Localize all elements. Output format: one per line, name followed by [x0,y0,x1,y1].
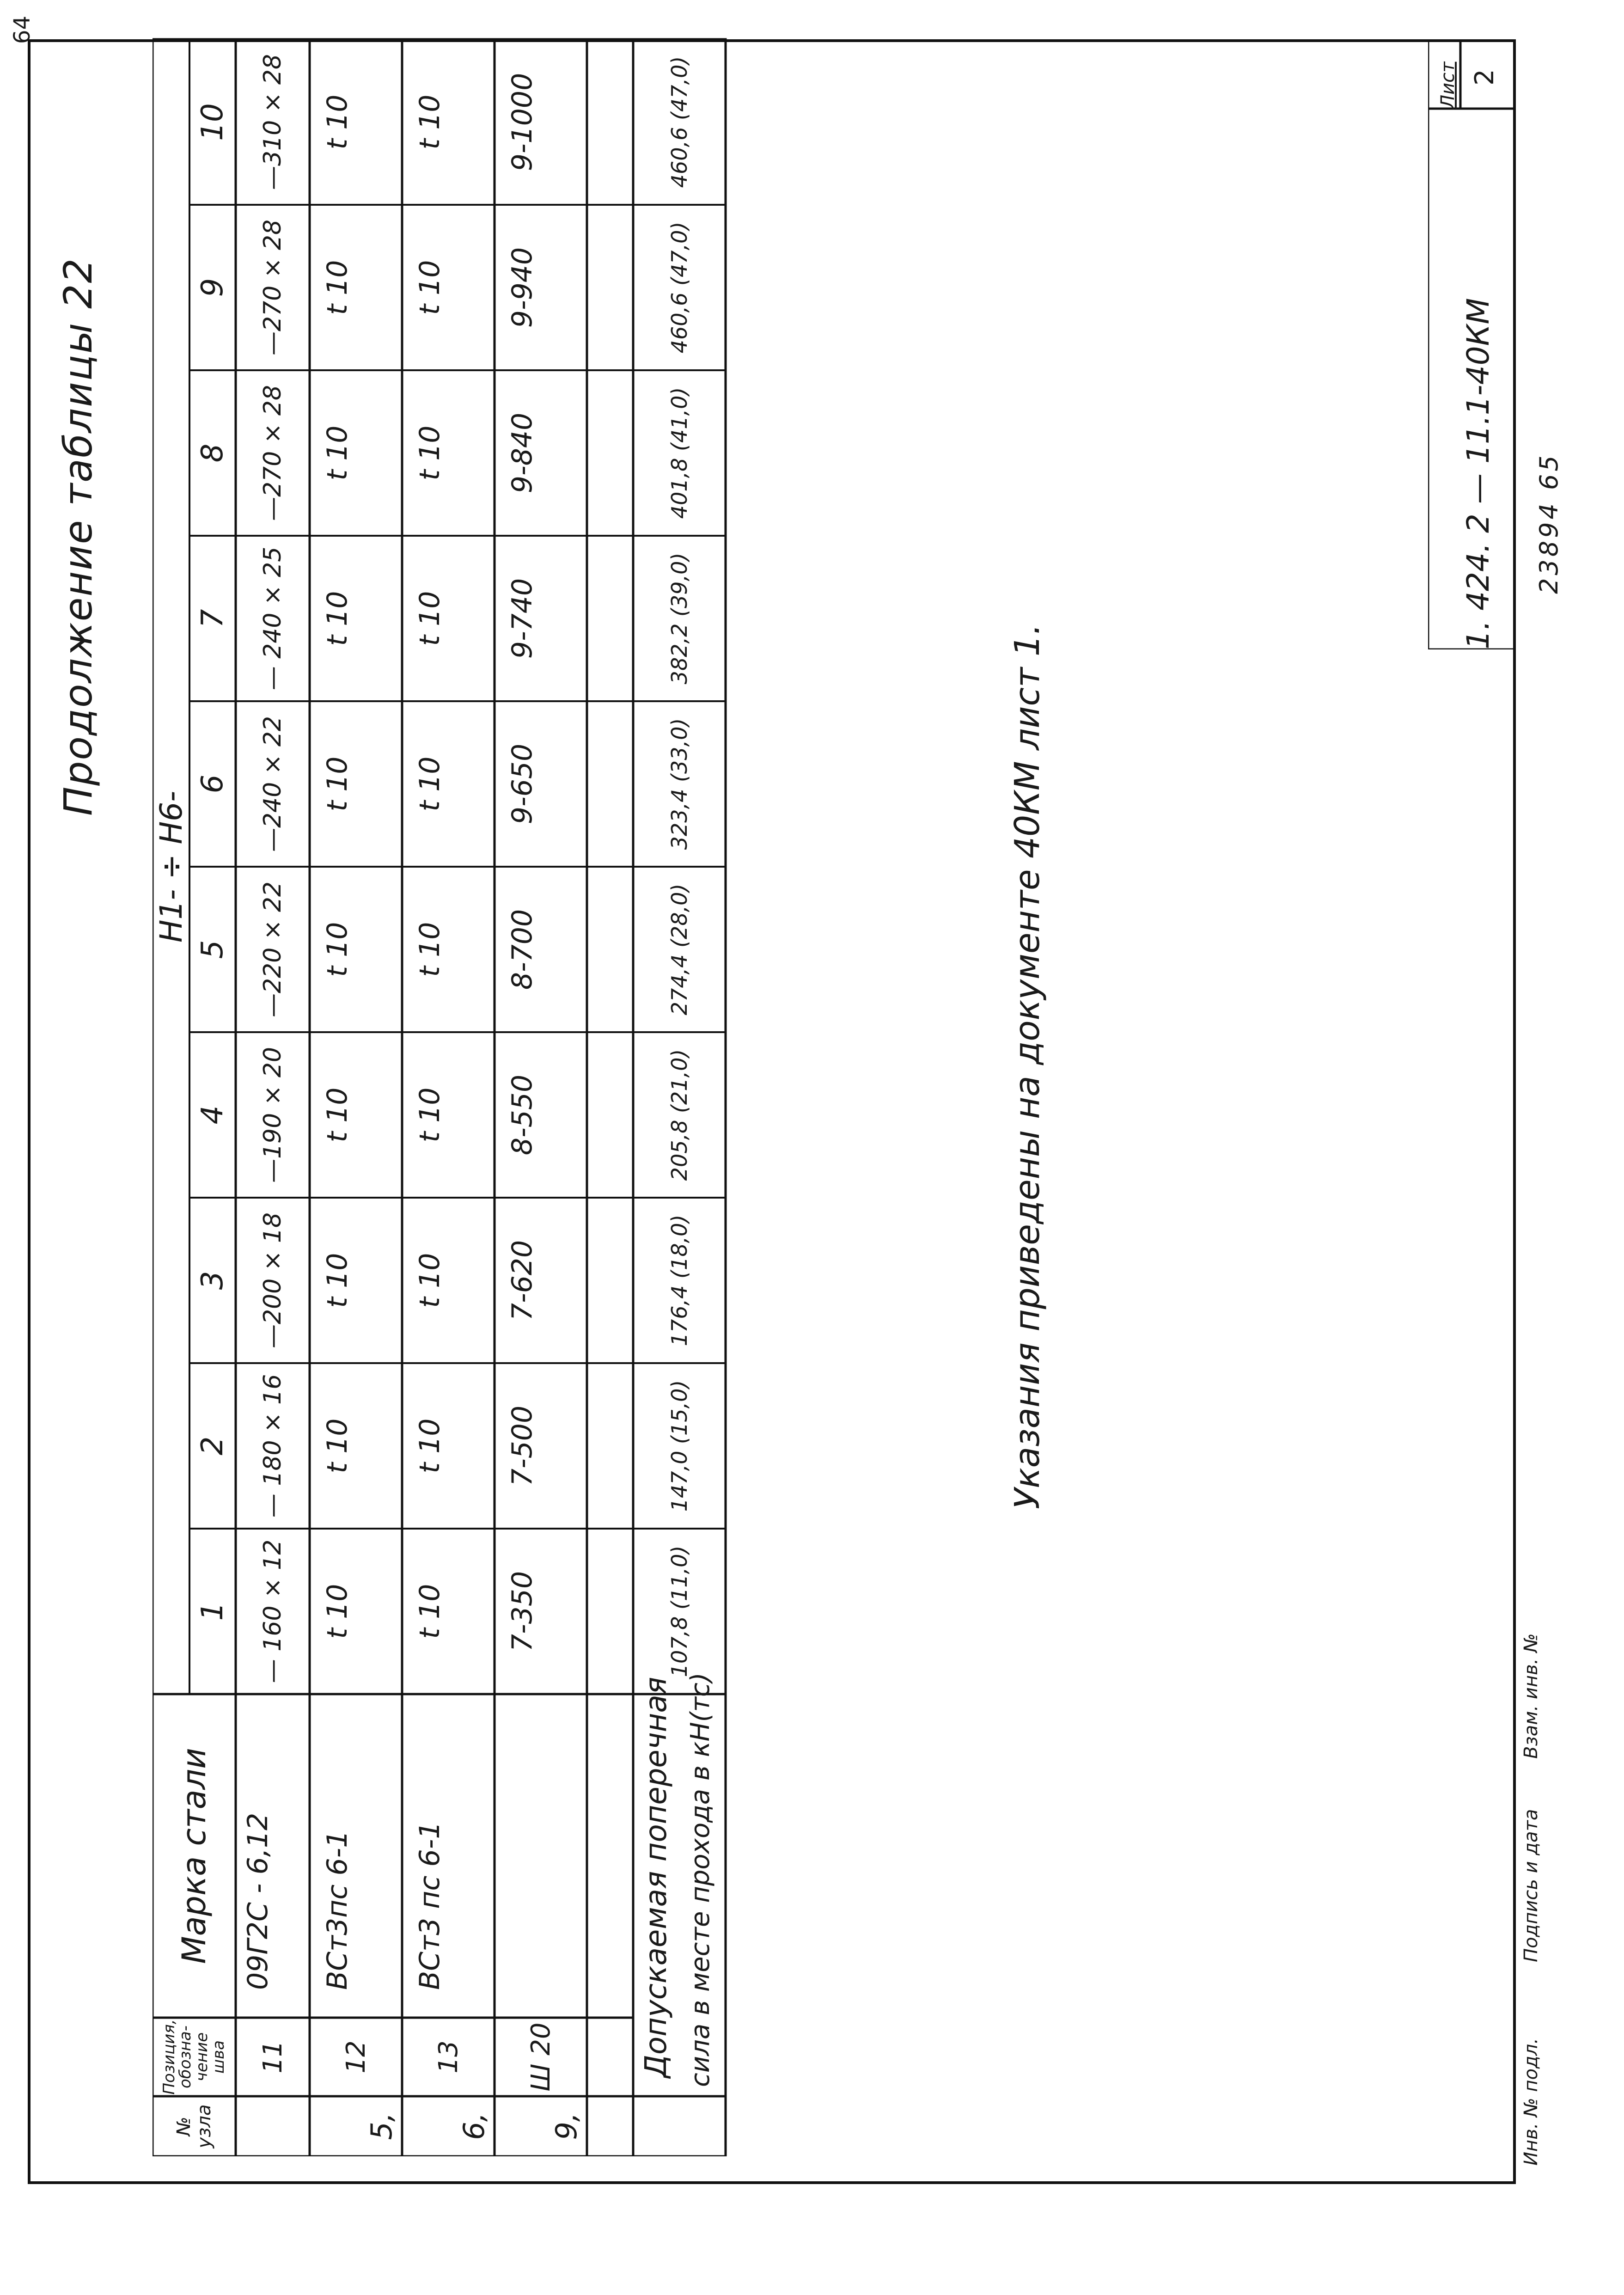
column-header: 9 [195,278,230,297]
archive-number: 23894 65 [1534,453,1563,594]
table-cell: t 10 [414,260,446,315]
table-cell: t 10 [321,1087,354,1143]
table-cell: 9-650 [506,743,538,825]
table-cell: —190 × 20 [259,1047,287,1183]
column-header: 6 [195,774,230,794]
table-cell: 7-350 [506,1571,538,1652]
table-cell: 7-620 [506,1240,538,1321]
table-cell: t 10 [414,1253,446,1308]
column-header: 4 [195,1105,230,1125]
table-cell: 9-840 [506,412,538,494]
spec-table [153,30,730,2156]
row-steel: 09Г2С - 6,12 [242,1812,274,1990]
column-header: 5 [195,940,230,959]
row-node: 5, [364,2112,398,2140]
header-steel: Марка стали [175,1748,213,1964]
column-header: 10 [195,103,230,141]
force-value: 460,6 (47,0) [667,56,692,188]
table-cell: —220 × 22 [259,881,287,1018]
force-value: 176,4 (18,0) [667,1214,692,1346]
side-label-sign: Подпись и дата [1520,1809,1542,1962]
table-cell: —310 × 28 [259,54,287,190]
force-value: 323,4 (33,0) [667,718,692,850]
table-cell: 8-700 [506,909,538,990]
row-steel [495,1666,550,2018]
table-cell: — 240 × 25 [259,546,287,691]
document-code: 1. 424. 2 — 11.1-40КМ [1460,298,1496,649]
table-cell: —240 × 22 [259,716,287,852]
table-cell: t 10 [321,756,354,812]
column-header: 2 [195,1436,230,1456]
header-position: Позиция, обозна- чение шва [159,2019,228,2095]
row-node: 9, [549,2112,583,2140]
table-cell: —270 × 28 [259,385,287,521]
force-value: 382,2 (39,0) [667,552,692,685]
sheet-label: Лист [1437,61,1459,109]
series-header: Н1- ÷ Н6- [153,790,189,943]
row-position: Ш 20 [525,2022,556,2092]
table-cell: t 10 [321,425,354,481]
column-header: 7 [195,609,230,628]
table-cell: — 180 × 16 [259,1374,287,1518]
table-cell: t 10 [321,1584,354,1639]
force-label-line1: Допускаемая поперечная [639,1677,673,2078]
header-node-no: № узла [173,2104,215,2148]
row-steel: ВСт3пс 6-1 [321,1830,354,1990]
row-position: 11 [257,2040,288,2074]
force-value: 107,8 (11,0) [667,1545,692,1677]
force-value: 205,8 (21,0) [667,1049,692,1181]
table-cell: 7-500 [506,1405,538,1487]
table-cell: t 10 [321,1418,354,1474]
force-label-line2: сила в месте прохода в кН(тс) [685,1672,715,2087]
table-cell: t 10 [321,94,354,150]
table-cell: t 10 [321,1253,354,1308]
force-value: 147,0 (15,0) [667,1380,692,1512]
corner-number: 64 [9,15,35,44]
row-steel: ВСт3 пс 6-1 [414,1821,446,1990]
table-cell: 9-1000 [506,73,538,171]
force-value: 274,4 (28,0) [667,883,692,1016]
table-cell: t 10 [414,1087,446,1143]
table-cell: t 10 [414,922,446,977]
table-cell: t 10 [414,94,446,150]
side-label-replace: Взам. инв. № [1520,1633,1542,1759]
force-value: 460,6 (47,0) [667,221,692,354]
row-position: 12 [341,2040,371,2074]
table-cell: t 10 [321,922,354,977]
note-text: Указания приведены на документе 40КМ лист 1. [1007,624,1047,1509]
table-cell: —200 × 18 [259,1212,287,1349]
side-label-inv: Инв. № подл. [1520,2038,1542,2166]
row-position: 13 [433,2040,464,2074]
table-cell: t 10 [414,425,446,481]
row-node: 6, [457,2112,491,2140]
table-cell: — 160 × 12 [259,1539,287,1683]
table-title: Продолжение таблицы 22 [55,257,101,816]
force-value: 401,8 (41,0) [667,387,692,519]
table-cell: 9-940 [506,247,538,328]
column-header: 8 [195,443,230,463]
table-cell: 8-550 [506,1074,538,1156]
table-cell: t 10 [321,260,354,315]
table-cell: t 10 [321,591,354,646]
column-header: 3 [195,1271,230,1290]
table-cell: —270 × 28 [259,219,287,356]
column-header: 1 [195,1602,230,1621]
row-node [276,2096,310,2156]
table-cell: t 10 [414,1584,446,1639]
table-cell: t 10 [414,756,446,812]
table-cell: t 10 [414,1418,446,1474]
table-cell: 9-740 [506,578,538,659]
sheet-number: 2 [1470,69,1500,86]
table-cell: t 10 [414,591,446,646]
